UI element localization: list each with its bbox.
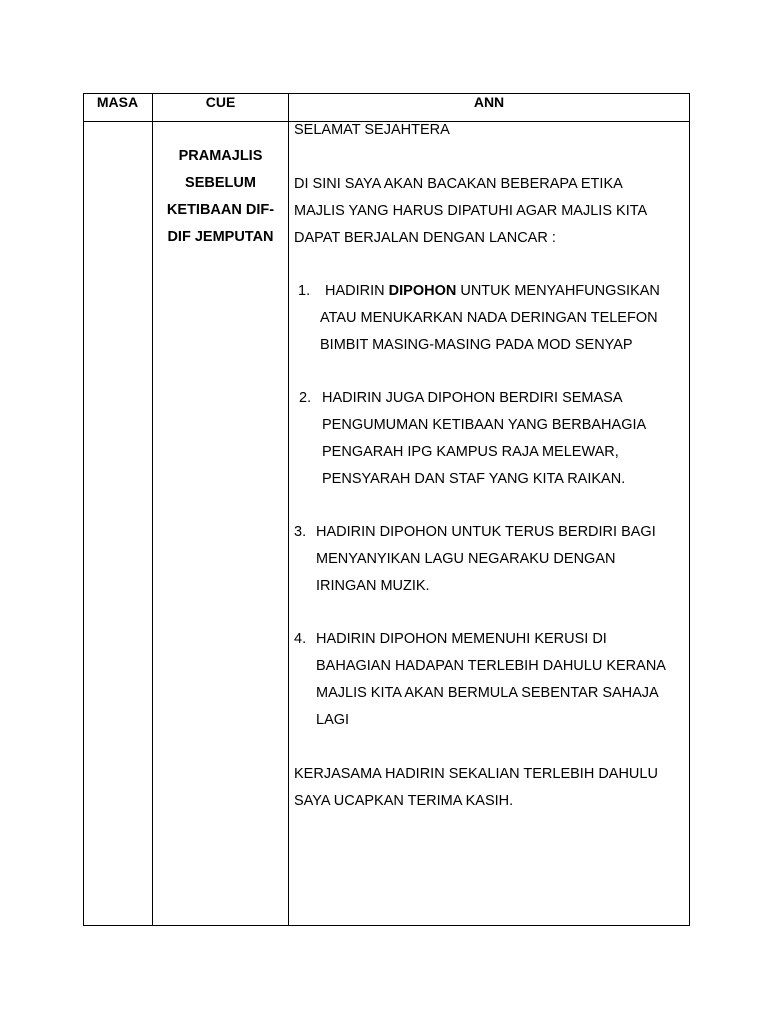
- list-item-first-line: [325, 278, 660, 305]
- text-run: UNTUK MENYAHFUNGSIKAN: [456, 283, 660, 299]
- list-item-line: PENGUMUMAN KETIBAAN YANG BERBAHAGIA: [322, 417, 647, 433]
- cue-line: SEBELUM: [185, 175, 256, 191]
- list-number: 1.: [298, 283, 311, 299]
- table-border-right: [689, 93, 690, 926]
- list-item-line: MENYANYIKAN LAGU NEGARAKU DENGAN: [316, 551, 616, 567]
- list-number: 2.: [299, 390, 312, 406]
- text-run: HADIRIN: [325, 283, 389, 299]
- list-item-line: HADIRIN DIPOHON MEMENUHI KERUSI DI: [316, 631, 607, 647]
- closing-line: KERJASAMA HADIRIN SEKALIAN TERLEBIH DAHULU: [294, 766, 658, 782]
- intro-line: DAPAT BERJALAN DENGAN LANCAR :: [294, 230, 556, 246]
- list-item-line: MAJLIS KITA AKAN BERMULA SEBENTAR SAHAJA: [316, 685, 659, 701]
- intro-line: DI SINI SAYA AKAN BACAKAN BEBERAPA ETIKA: [294, 176, 623, 192]
- list-item-line: PENGARAH IPG KAMPUS RAJA MELEWAR,: [322, 444, 619, 460]
- cue-cell: [153, 143, 288, 251]
- cue-line: PRAMAJLIS: [178, 148, 263, 164]
- header-cue: CUE: [205, 94, 236, 110]
- intro-line: MAJLIS YANG HARUS DIPATUHI AGAR MAJLIS KITA: [294, 203, 648, 219]
- script-table: [83, 93, 690, 926]
- list-item-line: BIMBIT MASING-MASING PADA MOD SENYAP: [320, 337, 633, 353]
- list-number: 3.: [294, 524, 307, 540]
- greeting: SELAMAT SEJAHTERA: [294, 122, 450, 138]
- list-item-line: IRINGAN MUZIK.: [316, 578, 430, 594]
- list-item-line: BAHAGIAN HADAPAN TERLEBIH DAHULU KERANA: [316, 658, 666, 674]
- list-number: 4.: [294, 631, 307, 647]
- header-ann: ANN: [473, 94, 505, 110]
- cue-line: KETIBAAN DIF-: [166, 202, 275, 218]
- table-border-bottom: [83, 925, 690, 926]
- list-item-line: ATAU MENUKARKAN NADA DERINGAN TELEFON: [320, 310, 658, 326]
- list-item-line: HADIRIN DIPOHON UNTUK TERUS BERDIRI BAGI: [316, 524, 656, 540]
- list-item-line: HADIRIN JUGA DIPOHON BERDIRI SEMASA: [322, 390, 623, 406]
- closing-line: SAYA UCAPKAN TERIMA KASIH.: [294, 793, 514, 809]
- list-item-line: LAGI: [316, 712, 350, 728]
- list-item-line: PENSYARAH DAN STAF YANG KITA RAIKAN.: [322, 471, 626, 487]
- cue-line: DIF JEMPUTAN: [167, 229, 274, 245]
- table-border-left: [83, 93, 84, 926]
- header-masa: MASA: [96, 94, 139, 110]
- emphasis: DIPOHON: [388, 283, 457, 299]
- column-divider-2: [288, 93, 289, 926]
